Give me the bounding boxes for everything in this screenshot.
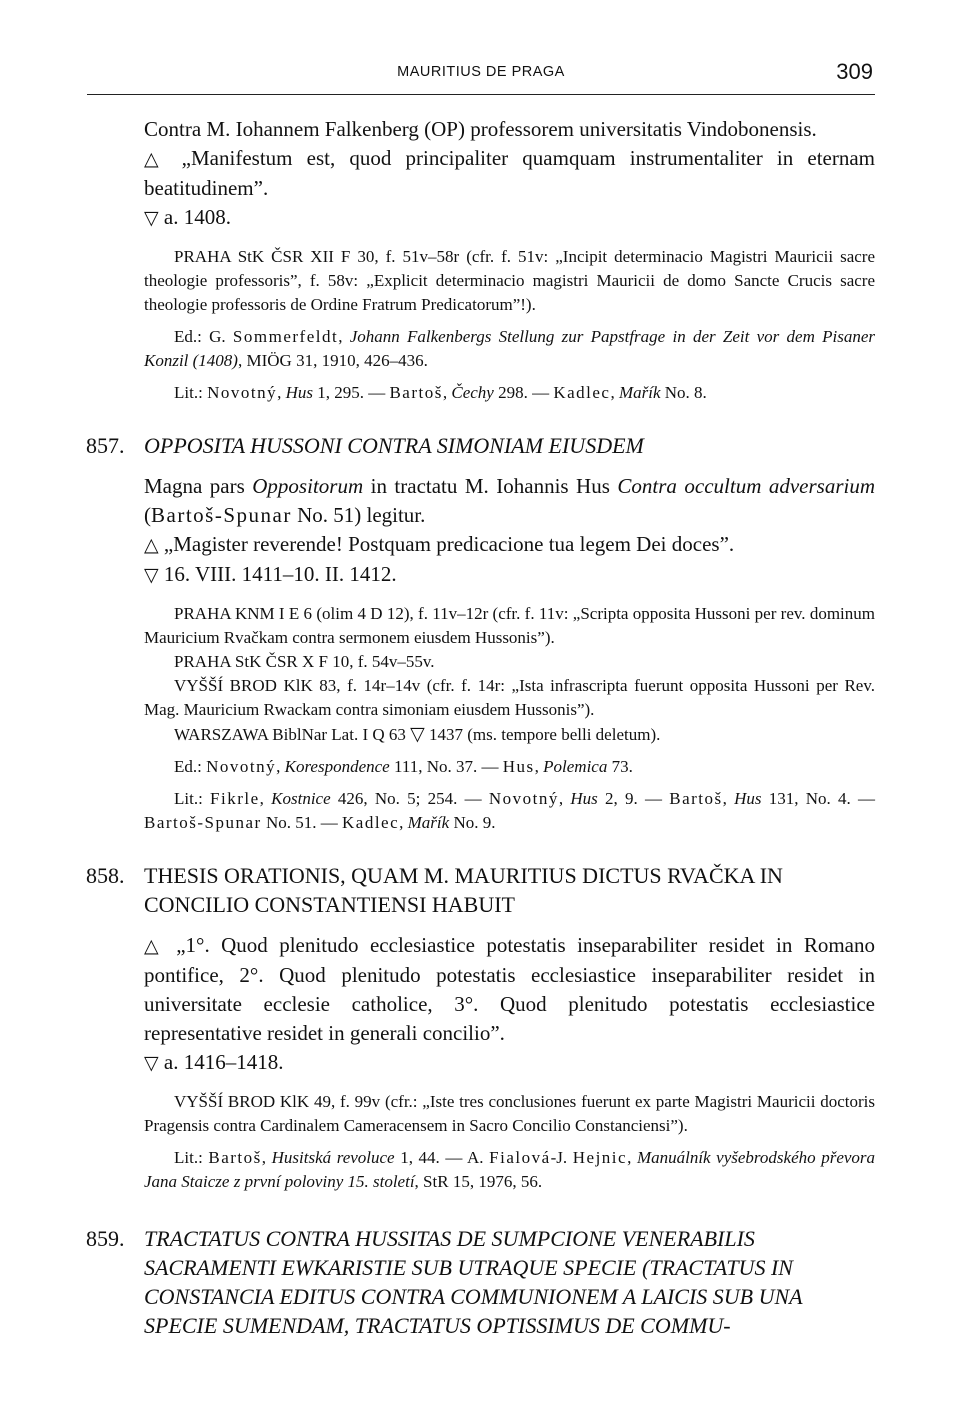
text-run: a. 1416–1418. xyxy=(158,1050,284,1074)
text-run: -J. xyxy=(550,1148,573,1167)
text-run: , xyxy=(261,1148,272,1167)
entry-heading xyxy=(86,861,875,919)
note-paragraph xyxy=(144,325,875,373)
italic-title: Contra occultum adversarium xyxy=(617,474,875,498)
note-paragraph xyxy=(144,1146,875,1194)
text-run: „Magister reverende! Postquam predicacione tua legem Dei doces”. xyxy=(158,532,735,556)
body-paragraph xyxy=(144,560,875,590)
text-run: 1, 44. — A. xyxy=(394,1148,490,1167)
text-run: , xyxy=(277,383,286,402)
author-name: Bartoš xyxy=(669,789,723,808)
author-name: Fialová xyxy=(489,1148,551,1167)
body-paragraph xyxy=(144,115,875,144)
body-paragraph xyxy=(144,530,875,560)
entry-heading xyxy=(86,1224,875,1340)
author-name: Sommerfeldt xyxy=(232,327,339,346)
text-run: 2, 9. — xyxy=(597,789,670,808)
author-name: Novotný xyxy=(488,789,559,808)
explicit-triangle-icon: ▽ xyxy=(144,564,159,586)
text-run: Ed.: G. xyxy=(174,327,233,346)
note-paragraph xyxy=(144,650,875,674)
entry-number: 857. xyxy=(86,433,125,458)
catalog-entry xyxy=(86,431,876,835)
text-run: 1437 (ms. tempore belli deletum). xyxy=(424,725,661,744)
italic-title: Korespondence xyxy=(284,757,390,776)
note-paragraph xyxy=(144,674,875,722)
text-run: 111, No. 37. — xyxy=(389,757,503,776)
text-run: Magna pars xyxy=(144,474,253,498)
text-run: No. 9. xyxy=(449,813,496,832)
text-run: Contra M. Iohannem Falkenberg (OP) professorem universitatis Vindobonensis. xyxy=(144,117,817,141)
text-run: in tractatu M. Iohannis Hus xyxy=(363,474,618,498)
text-run: 1, 295. — xyxy=(312,383,390,402)
author-name: Kadlec xyxy=(342,813,400,832)
italic-title: Manuálník vyšebrodského převora Jana Staicze z první poloviny 15. století xyxy=(144,1148,876,1191)
body-paragraph xyxy=(144,203,875,233)
text-run: , xyxy=(442,383,452,402)
catalog-entry xyxy=(144,115,875,405)
body-paragraph xyxy=(144,472,875,530)
italic-title: Kostnice xyxy=(271,789,331,808)
text-run: , xyxy=(722,789,735,808)
text-run: WARSZAWA BiblNar Lat. I Q 63 xyxy=(174,725,411,744)
text-run: No. 51. — xyxy=(261,813,342,832)
author-name: Bartoš xyxy=(389,383,443,402)
text-run: , StR 15, 1976, 56. xyxy=(414,1172,543,1191)
text-run: , xyxy=(558,789,571,808)
author-name: Bartoš-Spunar xyxy=(151,503,292,527)
catalog-entry xyxy=(86,861,876,1194)
text-run: , MIÖG 31, 1910, 426–436. xyxy=(237,351,428,370)
text-run: Lit.: xyxy=(174,383,208,402)
running-head xyxy=(87,59,875,95)
author-name: Fikrle xyxy=(210,789,260,808)
entry-heading xyxy=(86,431,875,460)
body-paragraph xyxy=(144,144,875,203)
note-paragraph xyxy=(144,755,875,779)
text-run: 131, No. 4. — xyxy=(761,789,876,808)
catalog-entry xyxy=(86,1224,875,1340)
text-run: Lit.: xyxy=(174,789,211,808)
text-run: , xyxy=(610,383,619,402)
text-run: No. 51) legitur. xyxy=(291,503,426,527)
entry-number: 859. xyxy=(86,1226,125,1251)
text-run: , xyxy=(627,1148,637,1167)
note-paragraph xyxy=(144,722,875,747)
entry-number: 858. xyxy=(86,863,125,888)
italic-title: Mařík xyxy=(618,383,661,402)
page-number: 309 xyxy=(836,59,873,84)
text-run: VYŠŠÍ BROD KlK 83, f. 14r–14v (cfr. f. 14r: „Ista infrascripta fuerunt opposita Hussoni per Rev. Mag. Mauricium Rwackam contra simoniam eiusdem Hussonis”). xyxy=(144,676,875,719)
incipit-triangle-icon: △ xyxy=(144,148,168,170)
note-paragraph xyxy=(144,787,875,835)
author-name: Hejnic xyxy=(572,1148,628,1167)
text-run: , xyxy=(338,327,350,346)
text-run: „1°. Quod plenitudo ecclesiastice potestatis inseparabiliter residet in Romano pontifice, 2°. Quod plenitudo potestatis ecclesiastice inseparabiliter residet in universitate ecclesie catholice, 3°. Quod plenitudo potestatis ecclesiastice representative residet in generali concilio”. xyxy=(144,933,875,1045)
text-run: No. 8. xyxy=(660,383,707,402)
text-run: 16. VIII. 1411–10. II. 1412. xyxy=(158,562,397,586)
text-run: Lit.: xyxy=(174,1148,209,1167)
italic-title: Oppositorum xyxy=(252,474,364,498)
italic-title: Husitská revoluce xyxy=(271,1148,395,1167)
italic-title: Polemica xyxy=(543,757,608,776)
italic-title: Johann Falkenbergs Stellung zur Papstfrage in der Zeit vor dem Pisaner Konzil (1408) xyxy=(144,327,875,370)
incipit-triangle-icon: △ xyxy=(144,935,165,957)
running-title: MAURITIUS DE PRAGA xyxy=(397,64,565,80)
body-paragraph xyxy=(144,931,875,1048)
explicit-triangle-icon: ▽ xyxy=(410,723,425,745)
text-run: PRAHA StK ČSR XII F 30, f. 51v–58r (cfr. f. 51v: „Incipit determinacio Magistri Mauricii sacre theologie professoris”, f. 58v: „Explicit determinacio magistri Mauricii de domo Sancte Crucis sacre theologie professoris de Ordine Fratrum Predicatorum”!). xyxy=(144,247,875,314)
note-paragraph xyxy=(144,1090,875,1138)
text-run: , xyxy=(399,813,408,832)
italic-title: Hus xyxy=(734,789,762,808)
italic-title: Čechy xyxy=(451,383,494,402)
note-paragraph xyxy=(144,602,875,650)
incipit-triangle-icon: △ xyxy=(144,534,159,556)
author-name: Bartoš-Spunar xyxy=(144,813,262,832)
text-run: 426, No. 5; 254. — xyxy=(330,789,489,808)
text-run: VYŠŠÍ BROD KlK 49, f. 99v (cfr.: „Iste tres conclusiones fuerunt ex parte Magistri Mauricii doctoris Pragensis contra Cardinalem Cameracensem in Sacro Concilio Constanciensi”). xyxy=(144,1092,875,1135)
content xyxy=(86,115,876,1352)
author-name: Kadlec xyxy=(553,383,611,402)
text-run: , xyxy=(259,789,272,808)
italic-title: Mařík xyxy=(407,813,450,832)
body-paragraph xyxy=(144,1048,875,1078)
entry-title: TRACTATUS CONTRA HUSSITAS DE SUMPCIONE VENERABILIS SACRAMENTI EWKARISTIE SUB UTRAQUE SPECIE (TRACTATUS IN CONSTANCIA EDITUS CONTRA COMMUNIONEM A LAICIS SUB UNA SPECIE SUMENDAM, TRACTATUS OPTISSIMUS DE COMMU- xyxy=(144,1226,803,1338)
entry-title: OPPOSITA HUSSONI CONTRA SIMONIAM EIUSDEM xyxy=(144,433,644,458)
text-run: 298. — xyxy=(493,383,554,402)
note-paragraph xyxy=(144,245,875,317)
text-run: „Manifestum est, quod principaliter quamquam instrumentaliter in eternam beatitudinem”. xyxy=(144,146,876,200)
note-paragraph xyxy=(144,381,875,405)
explicit-triangle-icon: ▽ xyxy=(144,1052,159,1074)
italic-title: Hus xyxy=(570,789,598,808)
entry-title: THESIS ORATIONIS, QUAM M. MAURITIUS DICTUS RVAČKA IN CONCILIO CONSTANTIENSI HABUIT xyxy=(144,863,783,917)
text-run: PRAHA StK ČSR X F 10, f. 54v–55v. xyxy=(174,652,435,671)
author-name: Hus xyxy=(502,757,535,776)
italic-title: Hus xyxy=(285,383,313,402)
text-run: a. 1408. xyxy=(158,205,231,229)
text-run: ( xyxy=(144,503,151,527)
text-run: 73. xyxy=(607,757,633,776)
author-name: Novotný xyxy=(207,383,278,402)
text-run: PRAHA KNM I E 6 (olim 4 D 12), f. 11v–12r (cfr. f. 11v: „Scripta opposita Hussoni per rev. dominum Mauricium Rvačkam contra sermonem eiusdem Hussonis”). xyxy=(144,604,875,647)
text-run: Ed.: xyxy=(174,757,207,776)
author-name: Bartoš xyxy=(208,1148,262,1167)
text-run: , xyxy=(534,757,544,776)
text-run: , xyxy=(276,757,285,776)
explicit-triangle-icon: ▽ xyxy=(144,207,159,229)
author-name: Novotný xyxy=(206,757,277,776)
